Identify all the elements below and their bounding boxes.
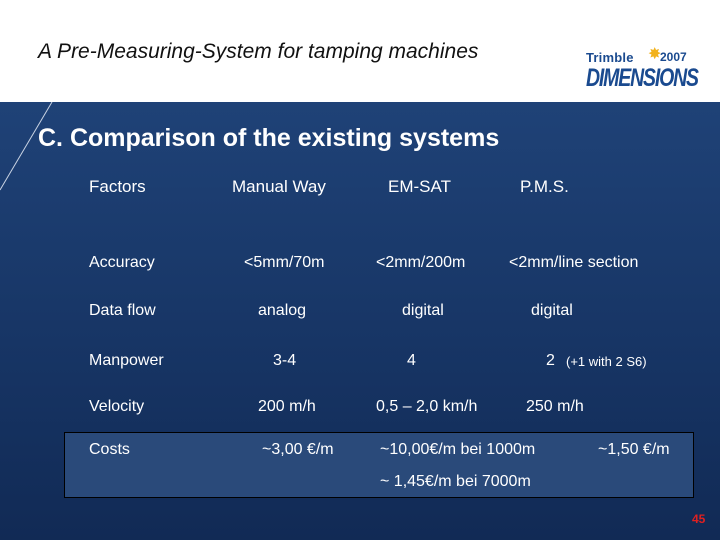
column-header-pms: P.M.S.: [520, 177, 569, 196]
logo-top-text: Trimble: [586, 50, 634, 65]
logo-wordmark: DIMENSIONS: [586, 64, 698, 92]
data-flow-emsat: digital: [402, 302, 444, 319]
velocity-manual: 200 m/h: [258, 398, 316, 415]
accuracy-emsat: <2mm/200m: [376, 254, 466, 271]
column-header-factors: Factors: [89, 177, 146, 196]
column-header-em-sat: EM-SAT: [388, 177, 451, 196]
row-label-costs: Costs: [89, 441, 130, 458]
page-number: 45: [692, 512, 706, 526]
trimble-dimensions-logo: [586, 46, 698, 92]
row-label-accuracy: Accuracy: [89, 254, 155, 271]
velocity-emsat: 0,5 – 2,0 km/h: [376, 398, 478, 415]
manpower-pms-note: (+1 with 2 S6): [566, 354, 647, 369]
costs-emsat: ~10,00€/m bei 1000m: [380, 441, 536, 458]
manpower-pms: 2: [546, 352, 555, 369]
accuracy-pms: <2mm/line section: [509, 254, 639, 271]
logo-year: 2007: [660, 50, 687, 64]
costs-pms: ~1,50 €/m: [598, 441, 670, 458]
manpower-emsat: 4: [407, 352, 416, 369]
slide-subtitle: C. Comparison of the existing systems: [38, 124, 500, 152]
accuracy-manual: <5mm/70m: [244, 254, 325, 271]
header-title: A Pre-Measuring-System for tamping machines: [38, 40, 479, 63]
row-label-manpower: Manpower: [89, 352, 164, 369]
velocity-pms: 250 m/h: [526, 398, 584, 415]
data-flow-pms: digital: [531, 302, 573, 319]
manpower-manual: 3-4: [273, 352, 297, 369]
row-label-velocity: Velocity: [89, 398, 145, 415]
costs-manual: ~3,00 €/m: [262, 441, 334, 458]
star-icon: ✸: [648, 46, 662, 63]
column-header-manual-way: Manual Way: [232, 177, 326, 196]
data-flow-manual: analog: [258, 302, 307, 319]
row-label-data-flow: Data flow: [89, 302, 156, 319]
header-bar: [0, 0, 720, 102]
costs-emsat-line2: ~ 1,45€/m bei 7000m: [380, 473, 531, 490]
